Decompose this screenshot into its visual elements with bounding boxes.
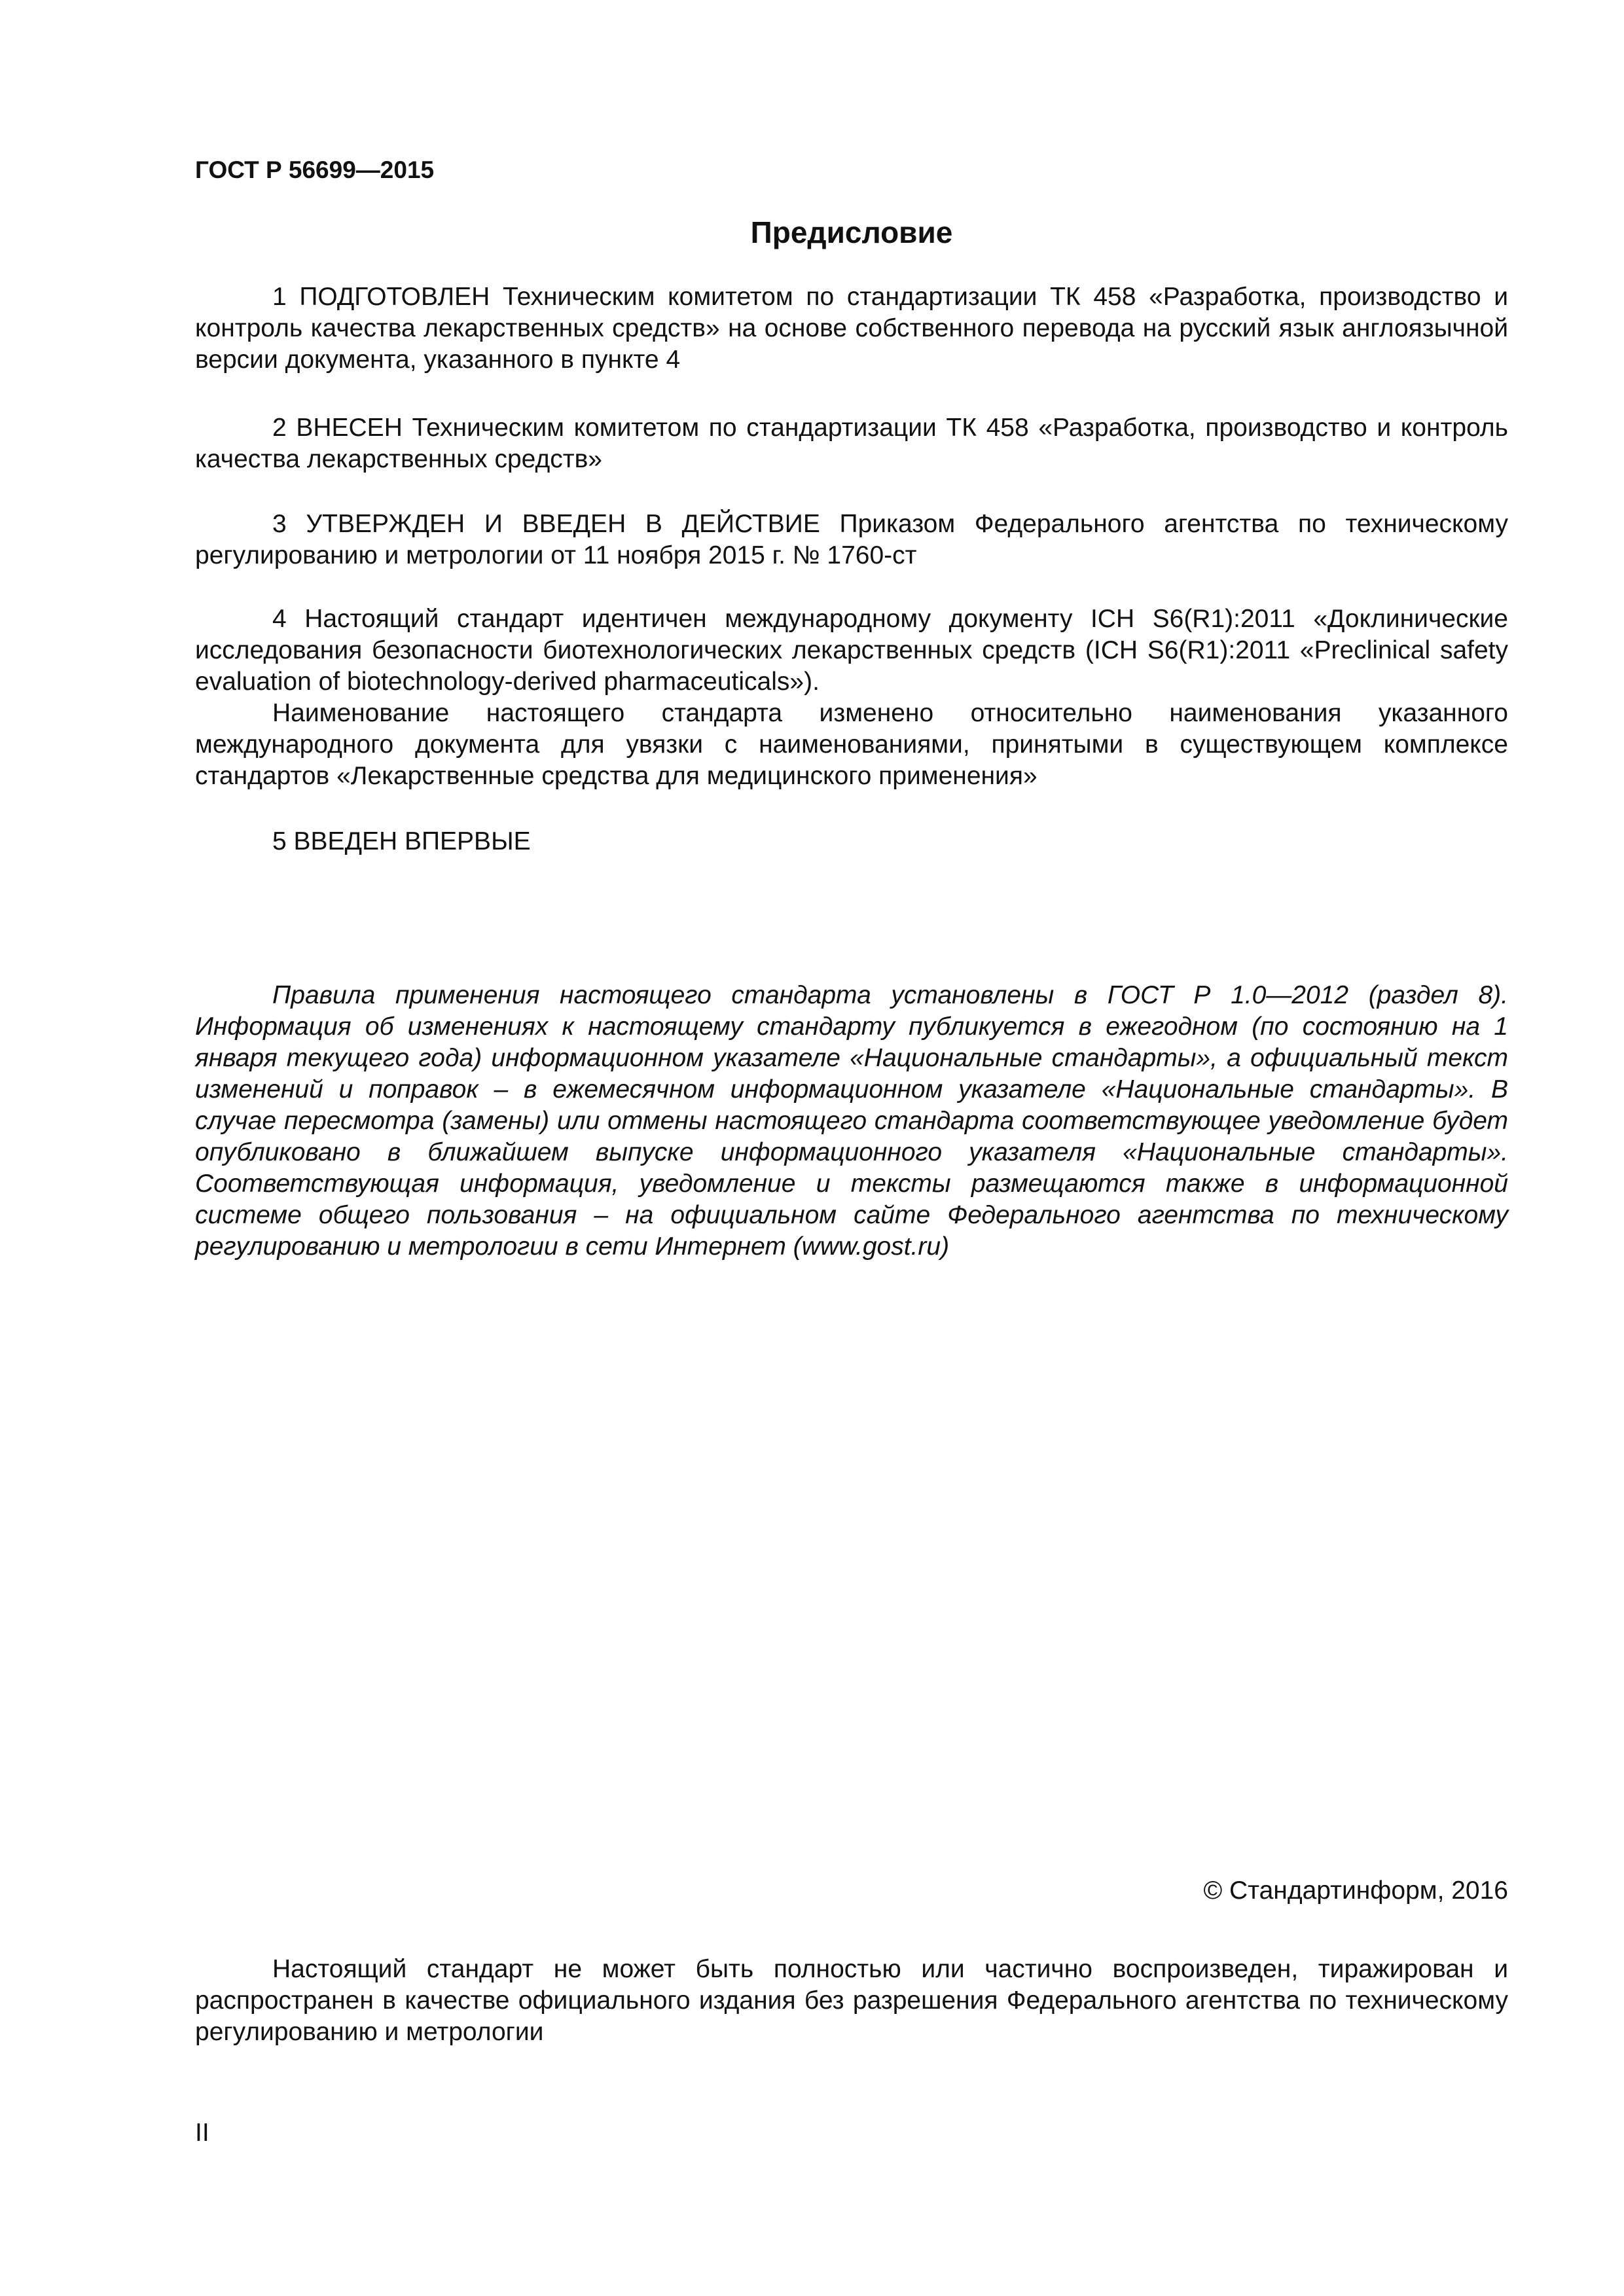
foreword-item-5 xyxy=(195,826,1508,857)
page-title: Предисловие xyxy=(750,215,953,249)
copyright-line: © Стандартинформ, 2016 xyxy=(1203,1876,1508,1905)
page-number: II xyxy=(195,2119,209,2147)
foreword-item-2 xyxy=(195,412,1508,475)
rules-notice xyxy=(195,980,1508,1263)
document-code: ГОСТ Р 56699—2015 xyxy=(195,156,435,183)
foreword-item-1 xyxy=(195,281,1508,376)
foreword-item-2-text: 2 ВНЕСЕН Техническим комитетом по стандартизации ТК 458 «Разработка, производство и контроль качества лекарственных средств» xyxy=(195,414,1508,473)
foreword-item-5-text: 5 ВВЕДЕН ВПЕРВЫЕ xyxy=(272,827,531,855)
foreword-item-3 xyxy=(195,509,1508,571)
foreword-item-1-text: 1 ПОДГОТОВЛЕН Техническим комитетом по стандартизации ТК 458 «Разработка, производство и контроль качества лекарственных средств» на основе собственного перевода на русский язык англоязычной версии документа, указанного в пункте 4 xyxy=(195,283,1508,374)
rules-notice-text: Правила применения настоящего стандарта установлены в ГОСТ Р 1.0—2012 (раздел 8). Информация об изменениях к настоящему стандарту публикуется в ежегодном (по состоянию на 1 января текущего года) информационном указателе «Национальные стандарты», а официальный текст изменений и поправок – в ежемесячном информационном указателе «Национальные стандарты». В случае пересмотра (замены) или отмены настоящего стандарта соответствующее уведомление будет опубликовано в ближайшем выпуске информационного указателя «Национальные стандарты». Соответствующая информация, уведомление и тексты размещаются также в информационной системе общего пользования – на официальном сайте Федерального агентства по техническому регулированию и метрологии в сети Интернет (www.gost.ru) xyxy=(195,981,1508,1261)
foreword-item-4 xyxy=(195,603,1508,792)
foreword-item-3-text: 3 УТВЕРЖДЕН И ВВЕДЕН В ДЕЙСТВИЕ Приказом Федерального агентства по техническому регулированию и метрологии от 11 ноября 2015 г. № 1760-ст xyxy=(195,510,1508,569)
foreword-item-4-note: Наименование настоящего стандарта изменено относительно наименования указанного международного документа для увязки с наименованиями, принятыми в существующем комплексе стандартов «Лекарственные средства для медицинского применения» xyxy=(195,699,1508,790)
foreword-item-4-text: 4 Настоящий стандарт идентичен международному документу ICH S6(R1):2011 «Доклинические исследования безопасности биотехнологических лекарственных средств (ICH S6(R1):2011 «Preclinical safety evaluation of biotechnology-derived pharmaceuticals»). xyxy=(195,605,1508,696)
reproduction-notice-text: Настоящий стандарт не может быть полностью или частично воспроизведен, тиражирован и распространен в качестве официального издания без разрешения Федерального агентства по техническому регулированию и метрологии xyxy=(195,1955,1508,2046)
reproduction-notice xyxy=(195,1954,1508,2048)
